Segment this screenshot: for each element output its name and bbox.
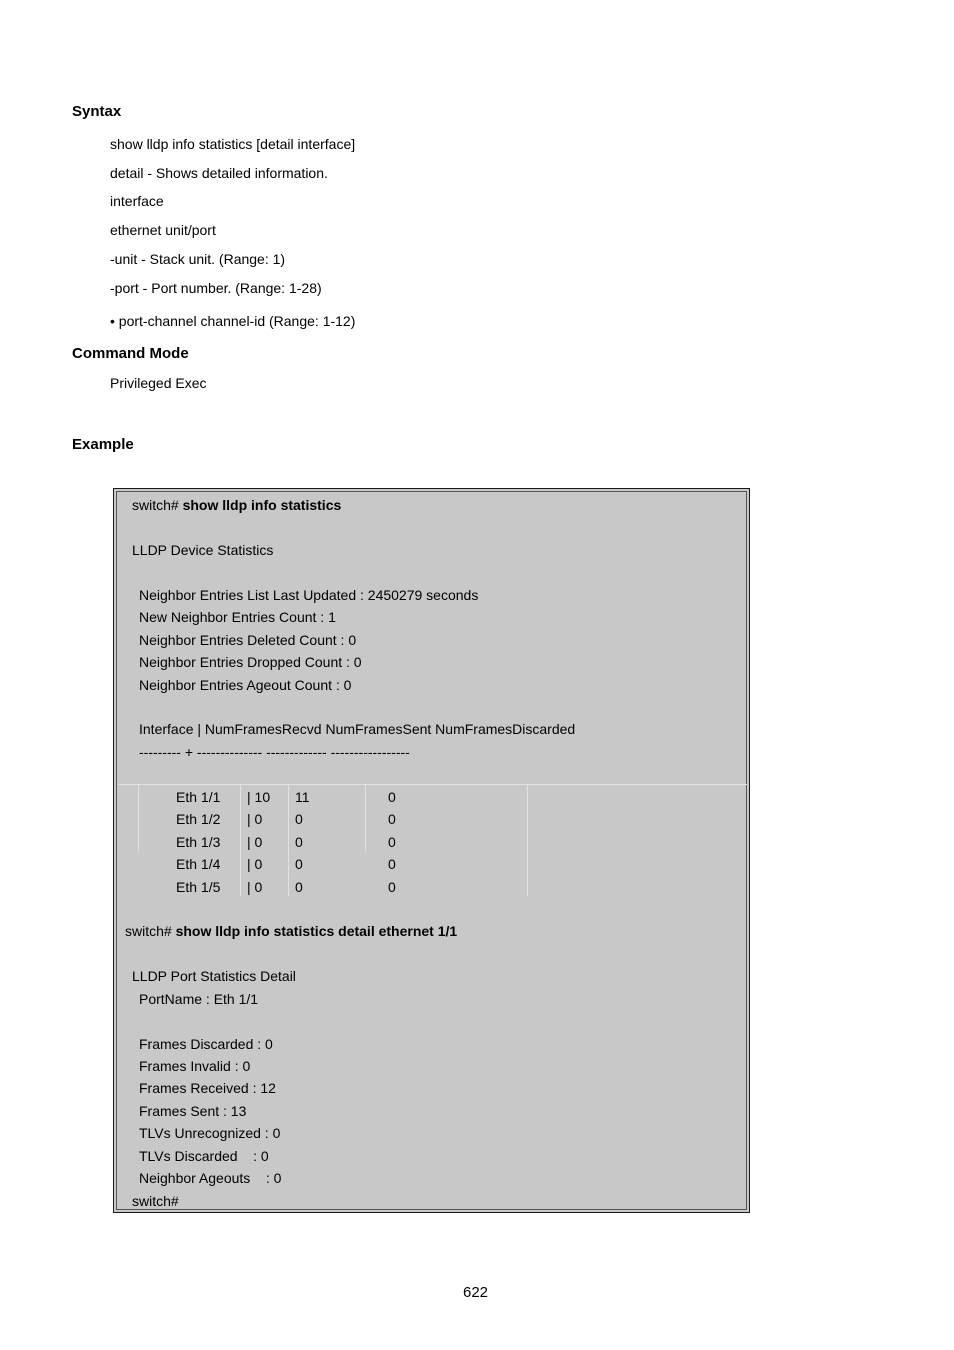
port-stat-line: Frames Discarded : 0 bbox=[139, 1036, 273, 1052]
syntax-interface-line: interface bbox=[110, 193, 164, 209]
row-interface: Eth 1/2 bbox=[176, 811, 221, 827]
example-command-2 bbox=[125, 923, 457, 939]
prompt: switch# bbox=[132, 497, 183, 513]
table-grid-line bbox=[118, 784, 747, 785]
command-mode-value: Privileged Exec bbox=[110, 375, 207, 391]
row-frames-discarded: 0 bbox=[388, 856, 396, 872]
port-stat-line: TLVs Discarded : 0 bbox=[139, 1148, 269, 1164]
row-frames-discarded: 0 bbox=[388, 811, 396, 827]
row-frames-received: | 0 bbox=[247, 879, 263, 895]
row-frames-received: | 0 bbox=[247, 856, 263, 872]
command-text: show lldp info statistics bbox=[182, 497, 342, 513]
prompt: switch# bbox=[125, 923, 176, 939]
row-frames-sent: 11 bbox=[295, 789, 310, 805]
row-interface: Eth 1/5 bbox=[176, 879, 221, 895]
page-number: 622 bbox=[463, 1284, 489, 1301]
row-frames-received: | 10 bbox=[247, 789, 271, 805]
table-grid-line bbox=[288, 784, 289, 896]
row-interface: Eth 1/4 bbox=[176, 856, 221, 872]
port-stat-line: Frames Sent : 13 bbox=[139, 1103, 247, 1119]
table-grid-line bbox=[138, 784, 139, 852]
device-stat-line: Neighbor Entries Dropped Count : 0 bbox=[139, 654, 362, 670]
device-stat-line: New Neighbor Entries Count : 1 bbox=[139, 609, 336, 625]
syntax-port-channel-line: • port-channel channel-id (Range: 1-12) bbox=[110, 313, 356, 329]
row-frames-discarded: 0 bbox=[388, 879, 396, 895]
port-name: PortName : Eth 1/1 bbox=[139, 991, 259, 1007]
final-prompt: switch# bbox=[132, 1193, 179, 1209]
command-mode-heading: Command Mode bbox=[72, 345, 189, 362]
table-grid-line bbox=[240, 784, 241, 896]
table-separator: --------- + -------------- ------------- ----------------- bbox=[139, 744, 410, 760]
example-code-box bbox=[113, 488, 750, 1213]
device-stat-line: Neighbor Entries List Last Updated : 2450279 seconds bbox=[139, 587, 479, 603]
device-statistics-title: LLDP Device Statistics bbox=[132, 542, 274, 558]
command-text: show lldp info statistics detail ethernet 1/1 bbox=[175, 923, 458, 939]
row-frames-received: | 0 bbox=[247, 834, 263, 850]
device-stat-line: Neighbor Entries Deleted Count : 0 bbox=[139, 632, 357, 648]
port-stat-line: TLVs Unrecognized : 0 bbox=[139, 1125, 281, 1141]
port-stat-line: Frames Received : 12 bbox=[139, 1080, 276, 1096]
syntax-command-line: show lldp info statistics [detail interface] bbox=[110, 136, 356, 152]
row-frames-discarded: 0 bbox=[388, 834, 396, 850]
table-grid-line bbox=[527, 784, 528, 896]
port-statistics-title: LLDP Port Statistics Detail bbox=[132, 968, 296, 984]
syntax-detail-line: detail - Shows detailed information. bbox=[110, 165, 328, 181]
table-header: Interface | NumFramesRecvd NumFramesSent NumFramesDiscarded bbox=[139, 721, 576, 737]
row-interface: Eth 1/3 bbox=[176, 834, 221, 850]
table-grid-line bbox=[365, 784, 366, 852]
example-command-1 bbox=[132, 497, 341, 513]
syntax-unit-line: -unit - Stack unit. (Range: 1) bbox=[110, 251, 286, 267]
syntax-heading: Syntax bbox=[72, 103, 122, 120]
row-frames-received: | 0 bbox=[247, 811, 263, 827]
example-heading: Example bbox=[72, 436, 134, 453]
row-frames-sent: 0 bbox=[295, 879, 303, 895]
row-frames-sent: 0 bbox=[295, 811, 303, 827]
port-stat-line: Frames Invalid : 0 bbox=[139, 1058, 251, 1074]
row-frames-sent: 0 bbox=[295, 834, 303, 850]
row-interface: Eth 1/1 bbox=[176, 789, 221, 805]
row-frames-discarded: 0 bbox=[388, 789, 396, 805]
device-stat-line: Neighbor Entries Ageout Count : 0 bbox=[139, 677, 352, 693]
syntax-port-line: -port - Port number. (Range: 1-28) bbox=[110, 280, 322, 296]
port-stat-line: Neighbor Ageouts : 0 bbox=[139, 1170, 282, 1186]
syntax-ethernet-line: ethernet unit/port bbox=[110, 222, 216, 238]
row-frames-sent: 0 bbox=[295, 856, 303, 872]
